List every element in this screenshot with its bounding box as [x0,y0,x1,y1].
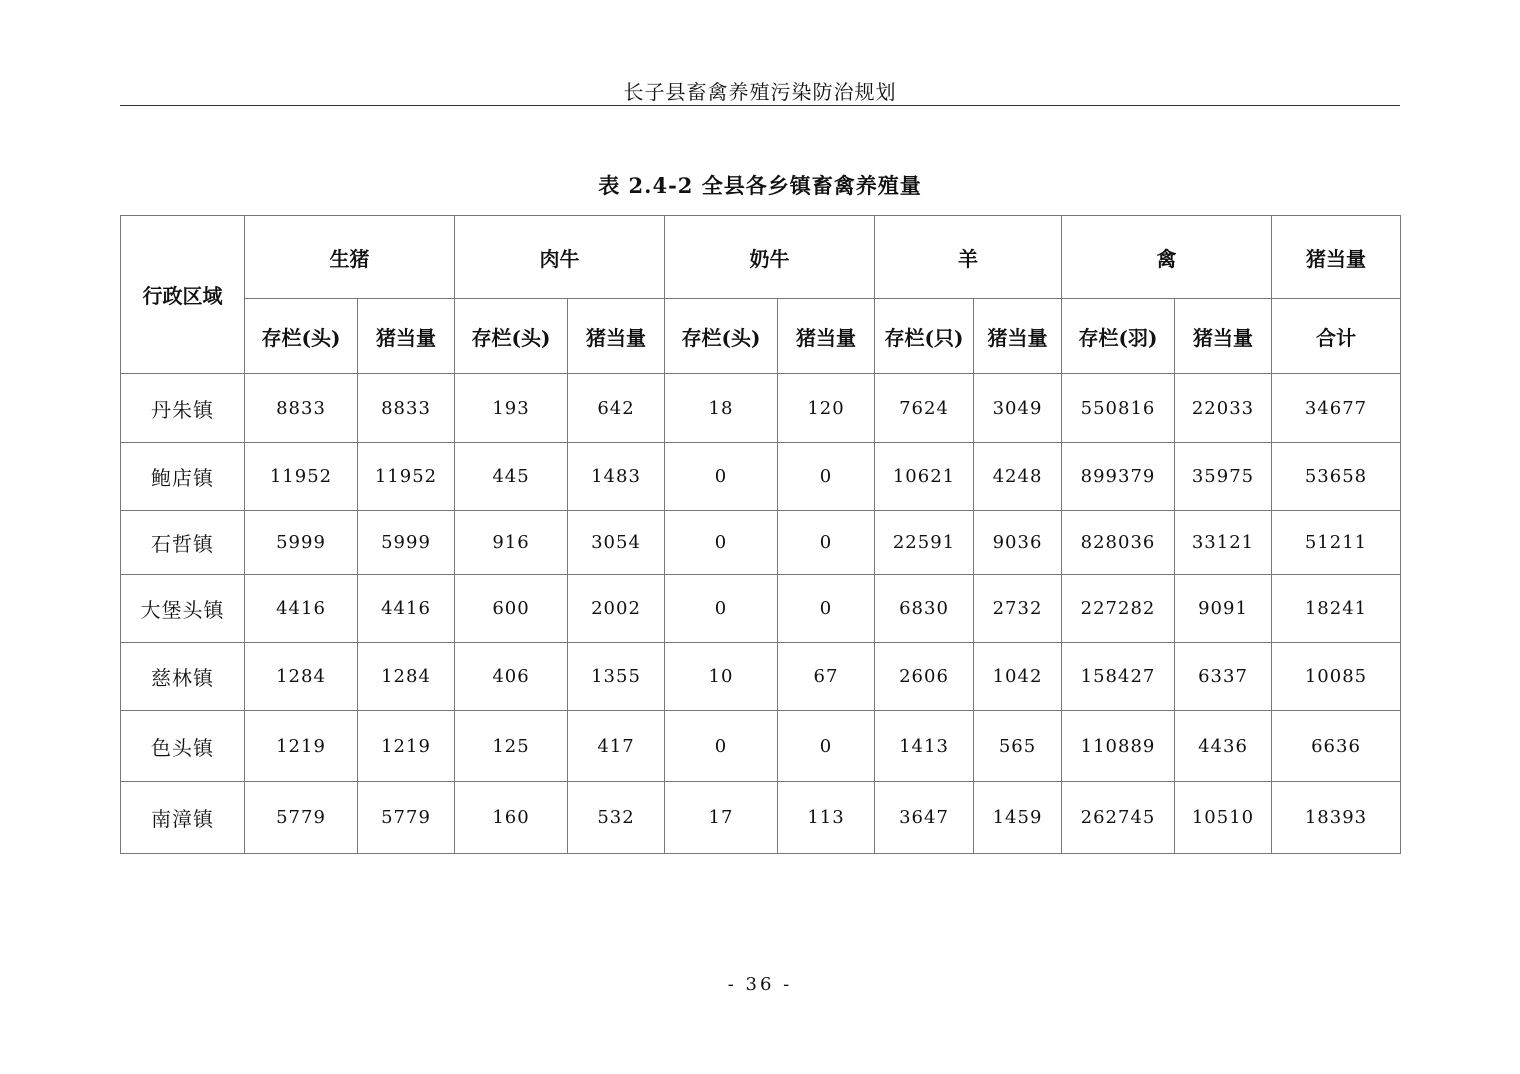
value-cell: 828036 [1062,511,1175,575]
value-cell: 9036 [974,511,1062,575]
value-cell: 22033 [1175,374,1272,443]
subheader-cell: 猪当量 [358,299,455,374]
value-cell: 33121 [1175,511,1272,575]
value-cell: 6830 [875,575,974,643]
value-cell: 5999 [245,511,358,575]
subheader-cell: 存栏(头) [665,299,778,374]
subheader-cell: 存栏(羽) [1062,299,1175,374]
value-cell: 0 [778,443,875,511]
table-row [121,575,1401,643]
region-cell: 慈林镇 [121,643,245,711]
group-header-pig: 生猪 [245,216,455,299]
value-cell: 532 [568,782,665,854]
value-cell: 51211 [1272,511,1401,575]
value-cell: 5779 [245,782,358,854]
region-cell: 鲍店镇 [121,443,245,511]
value-cell: 916 [455,511,568,575]
value-cell: 565 [974,711,1062,782]
value-cell: 2002 [568,575,665,643]
region-cell: 大堡头镇 [121,575,245,643]
value-cell: 5779 [358,782,455,854]
value-cell: 600 [455,575,568,643]
value-cell: 10085 [1272,643,1401,711]
value-cell: 4436 [1175,711,1272,782]
table-row [121,374,1401,443]
value-cell: 0 [665,711,778,782]
value-cell: 0 [778,511,875,575]
value-cell: 3054 [568,511,665,575]
value-cell: 125 [455,711,568,782]
group-header-poultry: 禽 [1062,216,1272,299]
value-cell: 160 [455,782,568,854]
subheader-row [121,299,1401,374]
value-cell: 22591 [875,511,974,575]
group-header-sheep: 羊 [875,216,1062,299]
value-cell: 2606 [875,643,974,711]
value-cell: 9091 [1175,575,1272,643]
table-row [121,711,1401,782]
value-cell: 0 [665,575,778,643]
value-cell: 445 [455,443,568,511]
table-caption: 表 2.4-2 全县各乡镇畜禽养殖量 [598,173,922,198]
value-cell: 11952 [245,443,358,511]
region-cell: 色头镇 [121,711,245,782]
group-header-dairy-cattle: 奶牛 [665,216,875,299]
value-cell: 1355 [568,643,665,711]
value-cell: 8833 [358,374,455,443]
group-header-pig-equivalent: 猪当量 [1272,216,1401,299]
subheader-cell: 存栏(头) [455,299,568,374]
value-cell: 1413 [875,711,974,782]
value-cell: 35975 [1175,443,1272,511]
value-cell: 642 [568,374,665,443]
value-cell: 10621 [875,443,974,511]
value-cell: 550816 [1062,374,1175,443]
value-cell: 18393 [1272,782,1401,854]
region-header: 行政区域 [121,216,245,374]
value-cell: 406 [455,643,568,711]
subheader-cell: 猪当量 [974,299,1062,374]
group-header-beef-cattle: 肉牛 [455,216,665,299]
value-cell: 1219 [245,711,358,782]
region-cell: 丹朱镇 [121,374,245,443]
value-cell: 0 [665,511,778,575]
table-row [121,443,1401,511]
value-cell: 1284 [245,643,358,711]
subheader-cell: 存栏(头) [245,299,358,374]
value-cell: 4416 [358,575,455,643]
value-cell: 1042 [974,643,1062,711]
value-cell: 17 [665,782,778,854]
value-cell: 6636 [1272,711,1401,782]
value-cell: 18241 [1272,575,1401,643]
value-cell: 3049 [974,374,1062,443]
table-row [121,782,1401,854]
value-cell: 227282 [1062,575,1175,643]
value-cell: 11952 [358,443,455,511]
running-header: 长子县畜禽养殖污染防治规划 [623,80,897,104]
subheader-cell: 猪当量 [1175,299,1272,374]
value-cell: 5999 [358,511,455,575]
value-cell: 2732 [974,575,1062,643]
value-cell: 1219 [358,711,455,782]
value-cell: 1459 [974,782,1062,854]
value-cell: 7624 [875,374,974,443]
value-cell: 113 [778,782,875,854]
group-header-row [121,216,1401,299]
value-cell: 34677 [1272,374,1401,443]
livestock-table [120,215,1401,854]
value-cell: 417 [568,711,665,782]
value-cell: 120 [778,374,875,443]
value-cell: 0 [778,711,875,782]
value-cell: 110889 [1062,711,1175,782]
value-cell: 158427 [1062,643,1175,711]
page-number: - 36 - [727,974,793,995]
value-cell: 4248 [974,443,1062,511]
value-cell: 262745 [1062,782,1175,854]
value-cell: 8833 [245,374,358,443]
region-cell: 石哲镇 [121,511,245,575]
value-cell: 10510 [1175,782,1272,854]
value-cell: 899379 [1062,443,1175,511]
table-row [121,511,1401,575]
value-cell: 0 [665,443,778,511]
subheader-cell: 猪当量 [778,299,875,374]
value-cell: 4416 [245,575,358,643]
subheader-cell: 存栏(只) [875,299,974,374]
value-cell: 6337 [1175,643,1272,711]
table-row [121,643,1401,711]
value-cell: 0 [778,575,875,643]
subheader-cell: 合计 [1272,299,1401,374]
region-cell: 南漳镇 [121,782,245,854]
value-cell: 67 [778,643,875,711]
header-rule [120,105,1400,106]
value-cell: 53658 [1272,443,1401,511]
value-cell: 10 [665,643,778,711]
value-cell: 1483 [568,443,665,511]
value-cell: 193 [455,374,568,443]
value-cell: 18 [665,374,778,443]
value-cell: 1284 [358,643,455,711]
value-cell: 3647 [875,782,974,854]
subheader-cell: 猪当量 [568,299,665,374]
